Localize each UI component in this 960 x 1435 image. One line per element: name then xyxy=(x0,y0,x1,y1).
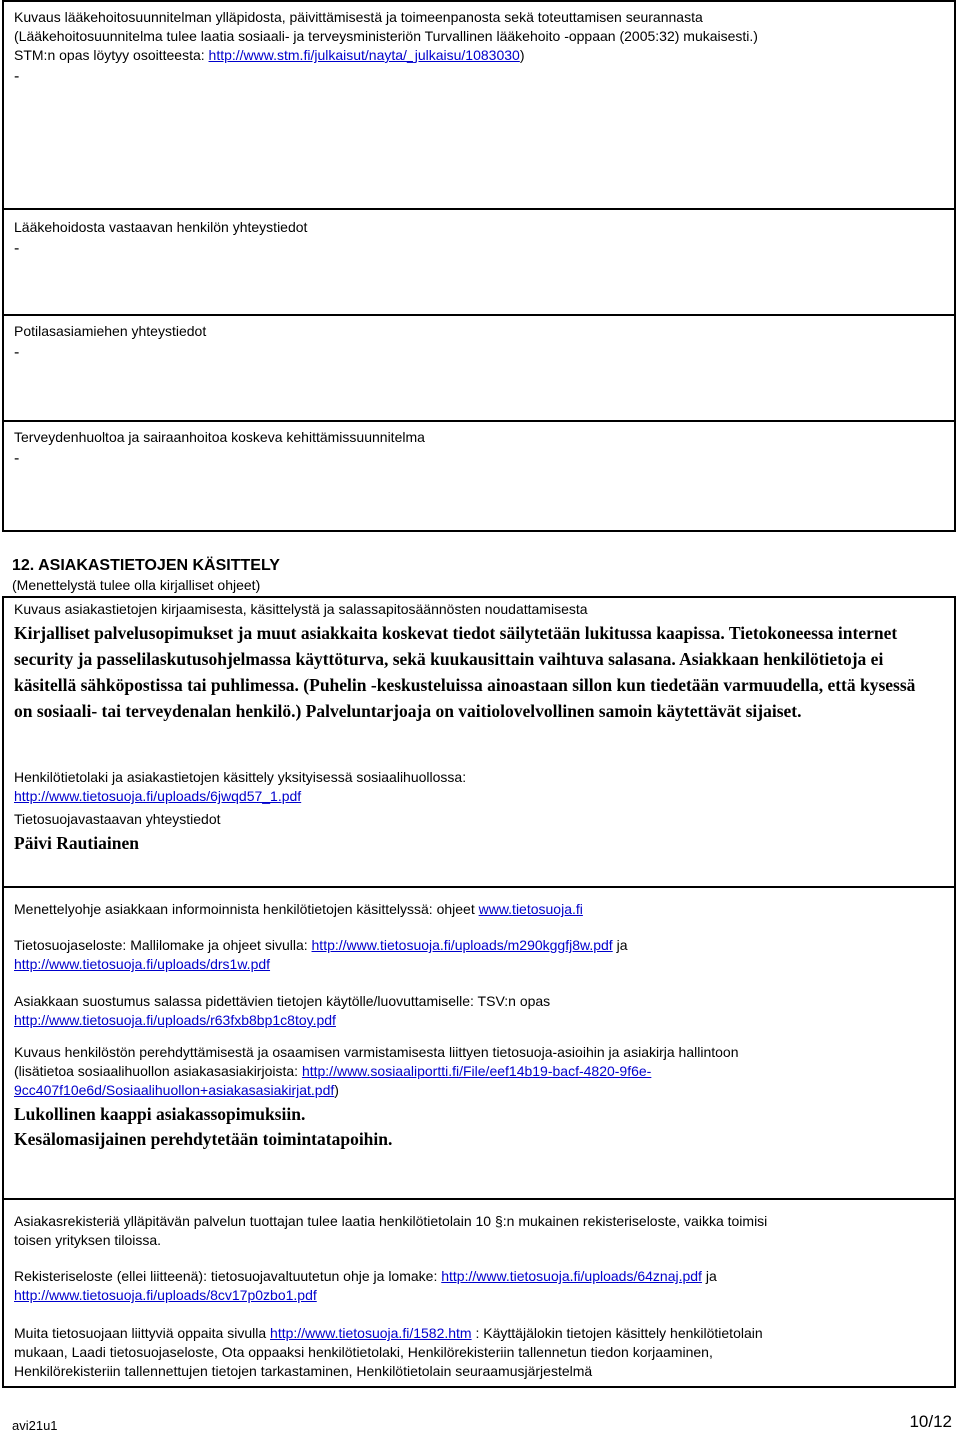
section-subtitle: (Menettelystä tulee olla kirjalliset ohjeet) xyxy=(12,577,261,593)
more-link[interactable]: http://www.tietosuoja.fi/1582.htm xyxy=(270,1325,472,1341)
medication-contact-answer: - xyxy=(14,240,20,257)
training-answer-1: Lukollinen kaappi asiakassopimuksiin. xyxy=(14,1104,306,1124)
training-label: Kuvaus henkilöstön perehdyttämisestä ja osaamisen varmistamisesta liittyen tietosuoja-asioihin ja asiakirja hallintoon xyxy=(14,1044,739,1060)
footer-page-number: 10/12 xyxy=(909,1412,952,1431)
law-label: Henkilötietolaki ja asiakastietojen käsittely yksityisessä sosiaalihuollossa: xyxy=(14,769,467,785)
statement-link-1[interactable]: http://www.tietosuoja.fi/uploads/m290kggfj8w.pdf xyxy=(311,937,613,953)
statement-line-2 xyxy=(14,955,946,974)
statement-line: Tietosuojaseloste: Mallilomake ja ohjeet sivulla: http://www.tietosuoja.fi/uploads/m290kggfj8w.pdf ja xyxy=(14,937,628,953)
client-data-box xyxy=(2,596,956,888)
law-line xyxy=(14,787,946,806)
training-answer-2: Kesälomasijainen perehdytetään toimintatapoihin. xyxy=(14,1129,393,1149)
stm-guide-link[interactable]: http://www.stm.fi/julkaisut/nayta/_julkaisu/1083030 xyxy=(208,47,520,63)
training-link-a[interactable]: http://www.sosiaaliportti.fi/File/eef14b19-bacf-4820-9f6e- xyxy=(301,1063,652,1079)
health-plan-box xyxy=(2,420,956,532)
reg-link-1[interactable]: http://www.tietosuoja.fi/uploads/64znaj.pdf xyxy=(441,1268,702,1284)
medication-plan-label: Kuvaus lääkehoitosuunnitelman ylläpidosta, päivittämisestä ja toimeenpanosta sekä toteuttamisen seurannasta xyxy=(14,9,703,25)
more-line-2: mukaan, Laadi tietosuojaseloste, Ota oppaaksi henkilötietolaki, Henkilörekisteriin tallennetun tiedon korjaaminen, xyxy=(14,1344,713,1360)
client-data-label: Kuvaus asiakastietojen kirjaamisesta, käsittelystä ja salassapitosäännösten noudattamisesta xyxy=(14,601,588,617)
reg-line: Rekisteriseloste (ellei liitteenä): tietosuojavaltuutetun ohje ja lomake: http://www.tietosuoja.fi/uploads/64znaj.pdf ja xyxy=(14,1268,717,1284)
stm-guide-line: STM:n opas löytyy osoitteesta: http://www.stm.fi/julkaisut/nayta/_julkaisu/1083030) xyxy=(14,47,525,63)
health-plan-label: Terveydenhuoltoa ja sairaanhoitoa koskeva kehittämissuunnitelma xyxy=(14,429,425,445)
register-label-1: Asiakasrekisteriä ylläpitävän palvelun tuottajan tulee laatia henkilötietolain 10 §:n mukainen rekisteriseloste, vaikka toimisi xyxy=(14,1213,768,1229)
dpo-label: Tietosuojavastaavan yhteystiedot xyxy=(14,811,221,827)
consent-link[interactable]: http://www.tietosuoja.fi/uploads/r63fxb8bp1c8toy.pdf xyxy=(14,1012,336,1028)
training-link-b[interactable]: 9cc407f10e6d/Sosiaalihuollon+asiakasasiakirjat.pdf xyxy=(14,1082,335,1098)
medication-plan-instruction: (Lääkehoitosuunnitelma tulee laatia sosiaali- ja terveysministeriön Turvallinen lääkehoito -oppaan (2005:32) mukaisesti.) xyxy=(14,28,758,44)
reg-link-2[interactable]: http://www.tietosuoja.fi/uploads/8cv17p0zbo1.pdf xyxy=(14,1287,317,1303)
training-line-3: 9cc407f10e6d/Sosiaalihuollon+asiakasasiakirjat.pdf) xyxy=(14,1082,339,1098)
inform-line: Menettelyohje asiakkaan informoinnista henkilötietojen käsittelyssä: ohjeet www.tietosuoja.fi xyxy=(14,901,583,917)
patient-rep-box xyxy=(2,314,956,422)
section-title: 12. ASIAKASTIETOJEN KÄSITTELY xyxy=(12,557,280,574)
health-plan-answer: - xyxy=(14,450,20,467)
dpo-name: Päivi Rautiainen xyxy=(14,833,139,853)
reg-line-2 xyxy=(14,1286,946,1305)
client-data-answer: Kirjalliset palvelusopimukset ja muut asiakkaita koskevat tiedot säilytetään lukitussa kaapissa. Tietokoneessa internet security ja passelilaskutusohjelmassa käyttöturva, sekä kuukausittain vaihtuva salasana. Asiakkaan henkilötietoja ei käsitellä sähköpostissa tai puhlimessa. (Puhelin -keskusteluissa ainoastaan sillon kun tiedetään varmuudella, että kysessä on sosiaali- tai terveydenalan henkilö.) Palveluntarjoaja on vaitiolovelvollinen samoin käytettävät sijaiset. xyxy=(14,623,916,721)
footer-form-code: avi21u1 xyxy=(12,1418,58,1433)
register-label-2: toisen yrityksen tiloissa. xyxy=(14,1232,162,1248)
patient-rep-answer: - xyxy=(14,344,20,361)
privacy-box xyxy=(2,886,956,1200)
more-line-3: Henkilörekisteriin tallennettujen tietojen tarkastaminen, Henkilötietolain seuraamusjärjestelmä xyxy=(14,1363,593,1379)
medication-contact-label: Lääkehoidosta vastaavan henkilön yhteystiedot xyxy=(14,219,308,235)
consent-label: Asiakkaan suostumus salassa pidettävien tietojen käytölle/luovuttamiselle: TSV:n opas xyxy=(14,993,551,1009)
register-box xyxy=(2,1198,956,1388)
more-line: Muita tietosuojaan liittyviä oppaita sivulla http://www.tietosuoja.fi/1582.htm : Käyttäjälokin tietojen käsittely henkilötietolain xyxy=(14,1325,763,1341)
training-line-2: (lisätietoa sosiaalihuollon asiakasasiakirjoista: http://www.sosiaaliportti.fi/File/eef14b19-bacf-4820-9f6e- xyxy=(14,1063,652,1079)
medication-plan-answer: - xyxy=(14,68,20,85)
law-link[interactable]: http://www.tietosuoja.fi/uploads/6jwqd57_1.pdf xyxy=(14,788,302,804)
medication-plan-box xyxy=(2,0,956,216)
statement-link-2[interactable]: http://www.tietosuoja.fi/uploads/drs1w.pdf xyxy=(14,956,271,972)
patient-rep-label: Potilasasiamiehen yhteystiedot xyxy=(14,323,207,339)
medication-contact-box xyxy=(2,208,956,316)
inform-link[interactable]: www.tietosuoja.fi xyxy=(478,901,583,917)
consent-line xyxy=(14,1011,946,1030)
